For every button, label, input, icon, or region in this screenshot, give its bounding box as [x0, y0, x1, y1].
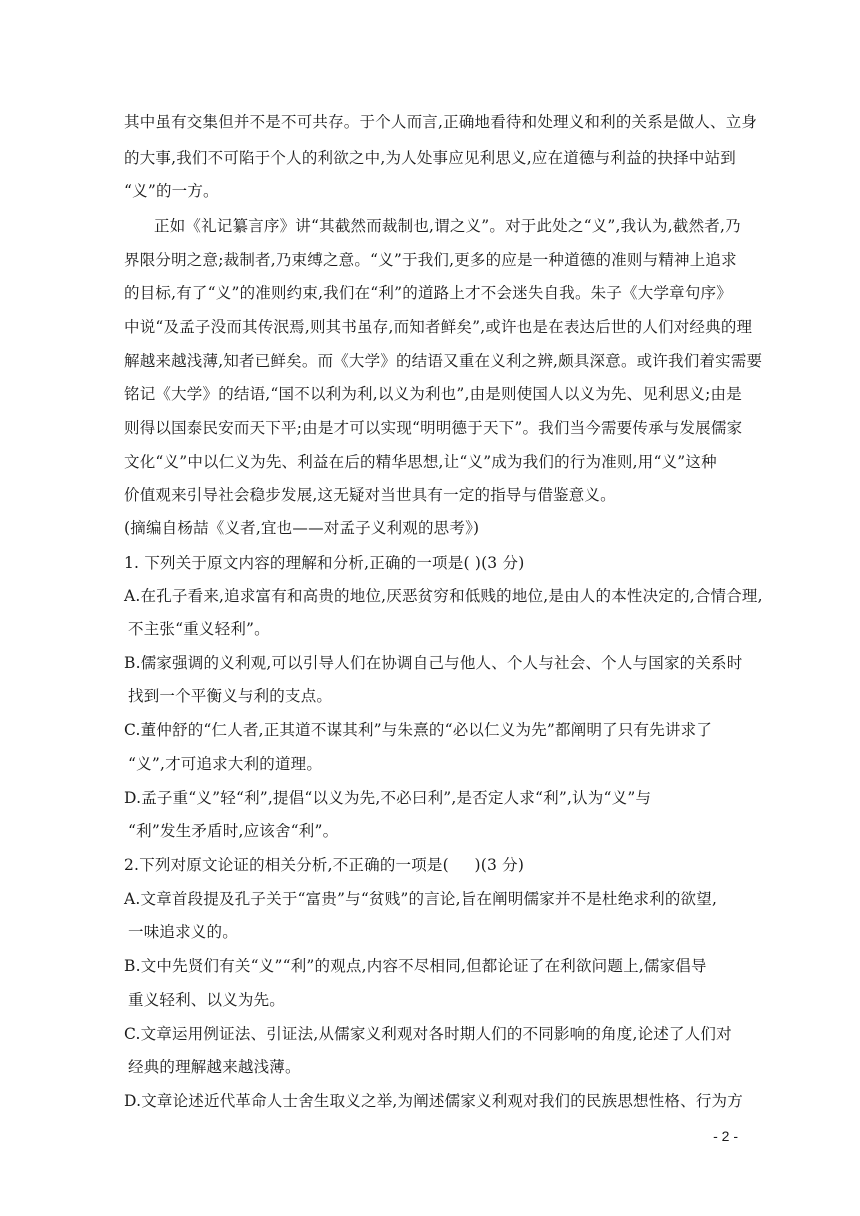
question-1-option-b: B.儒家强调的义利观,可以引导人们在协调自己与他人、个人与社会、个人与国家的关系时 — [124, 654, 743, 672]
question-2-option-a-cont: 一味追求义的。 — [128, 923, 238, 941]
question-2-stem: 2.下列对原文论证的相关分析,不正确的一项是( )(3 分) — [124, 856, 525, 874]
source-citation: (摘编自杨喆《义者,宜也——对孟子义利观的思考》) — [124, 519, 480, 537]
paragraph-line: 中说“及孟子没而其传泯焉,则其书虽存,而知者鲜矣”,或许也是在表达后世的人们对经典的理 — [124, 318, 753, 336]
paragraph-line: 价值观来引导社会稳步发展,这无疑对当世具有一定的指导与借鉴意义。 — [124, 486, 616, 504]
question-1-option-c: C.董仲舒的“仁人者,正其道不谋其利”与朱熹的“必以仁义为先”都阐明了只有先讲求了 — [124, 721, 713, 739]
question-1-option-a: A.在孔子看来,追求富有和高贵的地位,厌恶贫穷和低贱的地位,是由人的本性决定的,合情合理, — [124, 587, 763, 605]
paragraph-line: 的目标,有了“义”的准则约束,我们在“利”的道路上才不会迷失自我。朱子《大学章句序》 — [124, 284, 732, 302]
question-2-option-d: D.文章论述近代革命人士舍生取义之举,为阐述儒家义利观对我们的民族思想性格、行为方 — [124, 1092, 743, 1110]
question-2-option-b: B.文中先贤们有关“义”“利”的观点,内容不尽相同,但都论证了在利欲问题上,儒家倡导 — [124, 957, 707, 975]
paragraph-line: 其中虽有交集但并不是不可共存。于个人而言,正确地看待和处理义和利的关系是做人、立身 — [124, 113, 758, 131]
paragraph-line: 铭记《大学》的结语,“国不以利为利,以义为利也”,由是则使国人以义为先、见利思义;由是 — [124, 385, 742, 403]
question-1-option-a-cont: 不主张“重义轻利”。 — [128, 620, 270, 638]
question-1-option-b-cont: 找到一个平衡义与利的支点。 — [128, 687, 333, 705]
paragraph-line: 解越来越浅薄,知者已鲜矣。而《大学》的结语又重在义利之辨,颇具深意。或许我们着实需要 — [124, 352, 763, 370]
paragraph-line: 界限分明之意;裁制者,乃束缚之意。“义”于我们,更多的应是一种道德的准则与精神上追求 — [124, 251, 737, 269]
question-1-option-c-cont: “义”,才可追求大利的道理。 — [128, 755, 323, 773]
paragraph-line: 则得以国泰民安而天下平;由是才可以实现“明明德于天下”。我们当今需要传承与发展儒家 — [124, 419, 743, 437]
question-2-option-c: C.文章运用例证法、引证法,从儒家义利观对各时期人们的不同影响的角度,论述了人们对 — [124, 1025, 732, 1043]
page-number: - 2 - — [713, 1128, 738, 1144]
question-1-option-d: D.孟子重“义”轻“利”,提倡“以义为先,不必曰利”,是否定人求“利”,认为“义”与 — [124, 789, 652, 807]
question-2-option-b-cont: 重义轻利、以义为先。 — [128, 991, 286, 1009]
paragraph-line: 文化“义”中以仁义为先、利益在后的精华思想,让“义”成为我们的行为准则,用“义”这种 — [124, 453, 717, 471]
paragraph-line: 正如《礼记纂言序》讲“其截然而裁制也,谓之义”。对于此处之“义”,我认为,截然者,乃 — [154, 217, 741, 235]
paragraph-line: “义”的一方。 — [124, 182, 219, 200]
question-2-option-c-cont: 经典的理解越来越浅薄。 — [128, 1058, 301, 1076]
question-2-option-a: A.文章首段提及孔子关于“富贵”与“贫贱”的言论,旨在阐明儒家并不是杜绝求利的欲望, — [124, 890, 718, 908]
question-1-stem: 1. 下列关于原文内容的理解和分析,正确的一项是( )(3 分) — [124, 554, 525, 572]
paragraph-line: 的大事,我们不可陷于个人的利欲之中,为人处事应见利思义,应在道德与利益的抉择中站到 — [124, 149, 736, 167]
question-1-option-d-cont: “利”发生矛盾时,应该舍“利”。 — [128, 822, 339, 840]
